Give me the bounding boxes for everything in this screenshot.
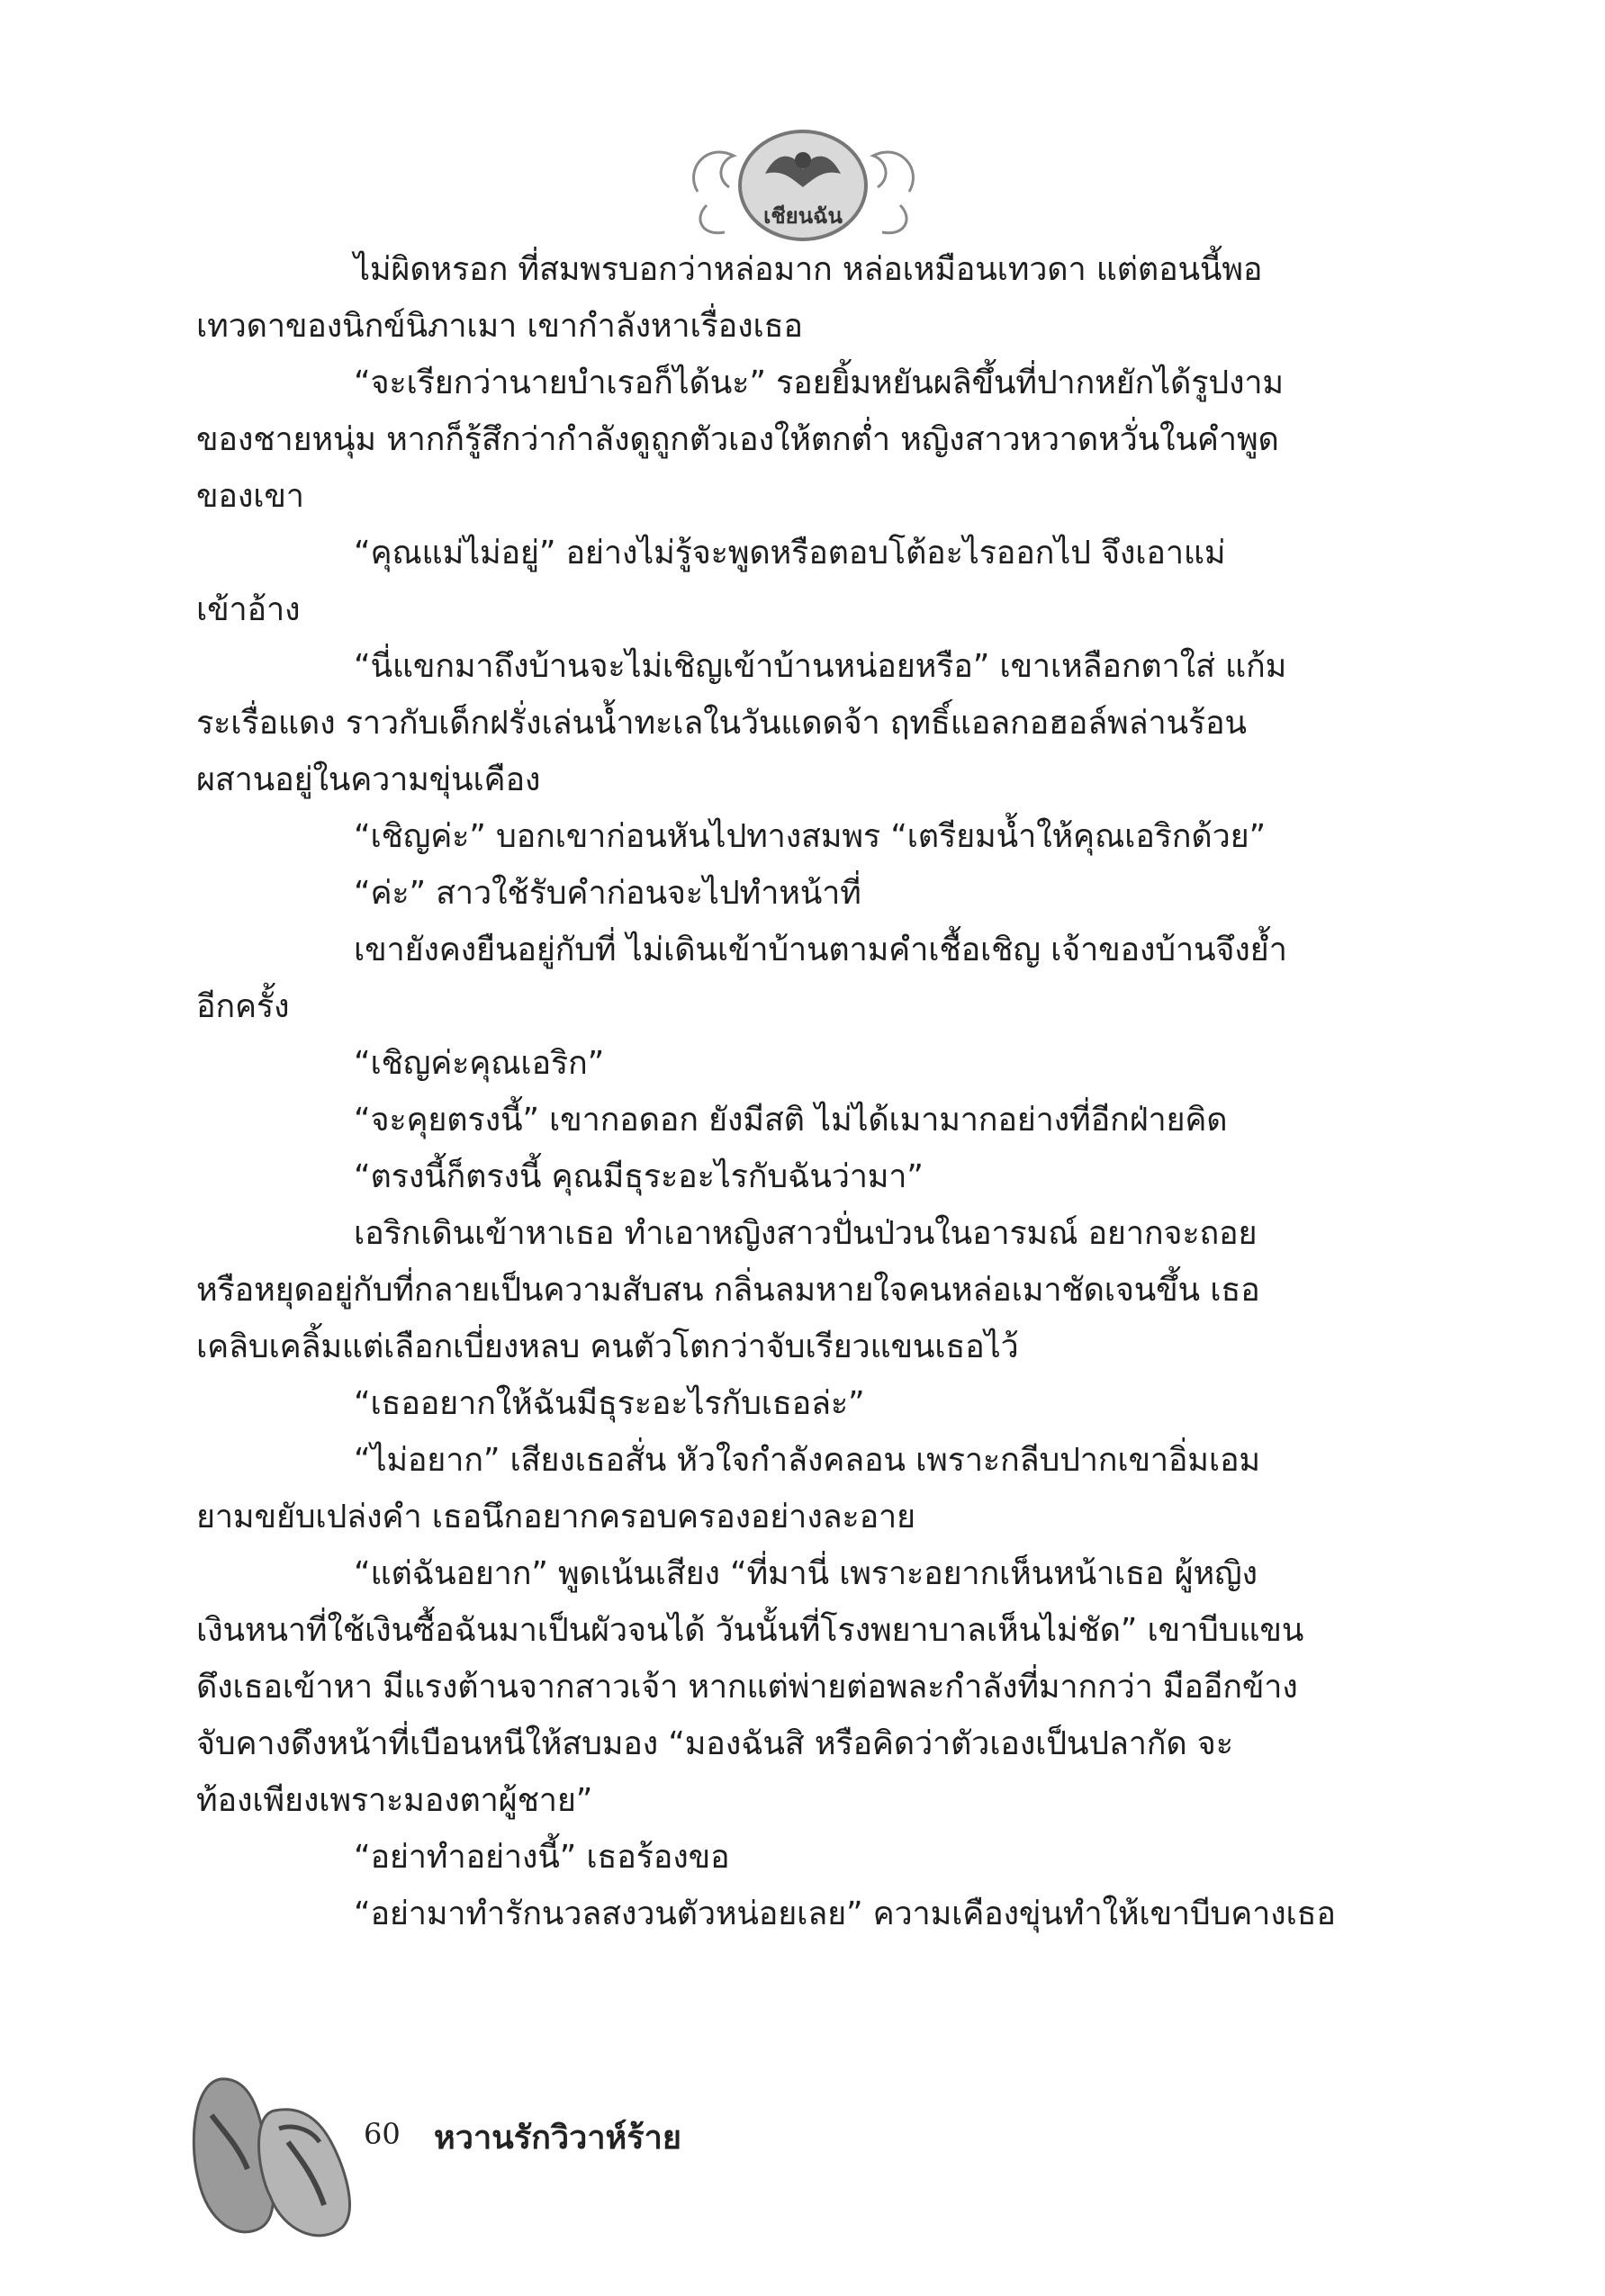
paragraph: “คุณแม่ไม่อยู่” อย่างไม่รู้จะพูดหรือตอบโต้อะไรออกไป จึงเอาแม่ เข้าอ้าง [196,535,1226,628]
paragraph: เอริกเดินเข้าหาเธอ ทำเอาหญิงสาวปั่นป่วนในอารมณ์ อยากจะถอย หรือหยุดอยู่กับที่กลายเป็นความสับสน กลิ่นลมหายใจคนหล่อเมาชัดเจนขึ้น เธอ เคลิบเคลิ้มแต่เลือกเบี่ยงหลบ คนตัวโตกว่าจับเรียวแขนเธอไว้ [196,1215,1260,1365]
sandals-icon [185,2061,365,2250]
ornamental-badge-logo [680,106,927,250]
book-title: หวานรักวิวาห์ร้าย [434,2120,681,2156]
paragraph: “เชิญค่ะคุณเอริก” [354,1045,605,1082]
page-number: 60 [364,2117,401,2151]
paragraph: “เธออยากให้ฉันมีธุระอะไรกับเธอล่ะ” [354,1385,865,1422]
paragraph: “แต่ฉันอยาก” พูดเน้นเสียง “ที่มานี่ เพราะอยากเห็นหน้าเธอ ผู้หญิง เงินหนาที่ใช้เงินซื้อฉันมาเป็นผัวจนได้ วันนั้นที่โรงพยาบาลเห็นไม่ชัด” เขาบีบแขน ดึงเธอเข้าหา มีแรงต้านจากสาวเจ้า หากแต่พ่ายต่อพละกำลังที่มากกว่า มืออีกข้าง จับคางดึงหน้าที่เบือนหนีให้สบมอง “มองฉันสิ หรือคิดว่าตัวเองเป็นปลากัด จะ ท้องเพียงเพราะมองตาผู้ชาย” [196,1555,1304,1819]
paragraph: “อย่าทำอย่างนี้” เธอร้องขอ [354,1839,730,1876]
paragraph: “ไม่อยาก” เสียงเธอสั่น หัวใจกำลังคลอน เพราะกลีบปากเขาอิ่มเอม ยามขยับเปล่งคำ เธอนึกอยากครอบครองอย่างละอาย [196,1442,1260,1535]
paragraph: “อย่ามาทำรักนวลสงวนตัวหน่อยเลย” ความเคืองขุ่นทำให้เขาบีบคางเธอ [354,1895,1336,1932]
paragraph: ไม่ผิดหรอก ที่สมพรบอกว่าหล่อมาก หล่อเหมือนเทวดา แต่ตอนนี้พอ เทวดาของนิกข์นิภาเมา เขากำลังหาเรื่องเธอ [196,251,1263,345]
body-text [196,241,1336,1942]
paragraph: “ค่ะ” สาวใช้รับคำก่อนจะไปทำหน้าที่ [354,875,861,912]
paragraph: “เชิญค่ะ” บอกเขาก่อนหันไปทางสมพร “เตรียมน้ำให้คุณเอริกด้วย” [354,818,1266,855]
paragraph: “นี่แขกมาถึงบ้านจะไม่เชิญเข้าบ้านหน่อยหรือ” เขาเหลือกตาใส่ แก้ม ระเรื่อแดง ราวกับเด็กฝรั่งเล่นน้ำทะเลในวันแดดจ้า ฤทธิ์แอลกอฮอล์พล่านร้อน ผสานอยู่ในความขุ่นเคือง [196,648,1287,798]
paragraph: “ตรงนี้ก็ตรงนี้ คุณมีธุระอะไรกับฉันว่ามา” [354,1158,924,1195]
logo-text: เชียนฉัน [763,203,843,229]
paragraph: เขายังคงยืนอยู่กับที่ ไม่เดินเข้าบ้านตามคำเชื้อเชิญ เจ้าของบ้านจึงย้ำ อีกครั้ง [196,932,1287,1025]
paragraph: “จะคุยตรงนี้” เขากอดอก ยังมีสติ ไม่ได้เมามากอย่างที่อีกฝ่ายคิด [354,1102,1228,1139]
paragraph: “จะเรียกว่านายบำเรอก็ได้นะ” รอยยิ้มหยันผลิขึ้นที่ปากหยักได้รูปงาม ของชายหนุ่ม หากก็รู้สึกว่ากำลังดูถูกตัวเองให้ตกต่ำ หญิงสาวหวาดหวั่นในคำพูด ของเขา [196,365,1284,515]
